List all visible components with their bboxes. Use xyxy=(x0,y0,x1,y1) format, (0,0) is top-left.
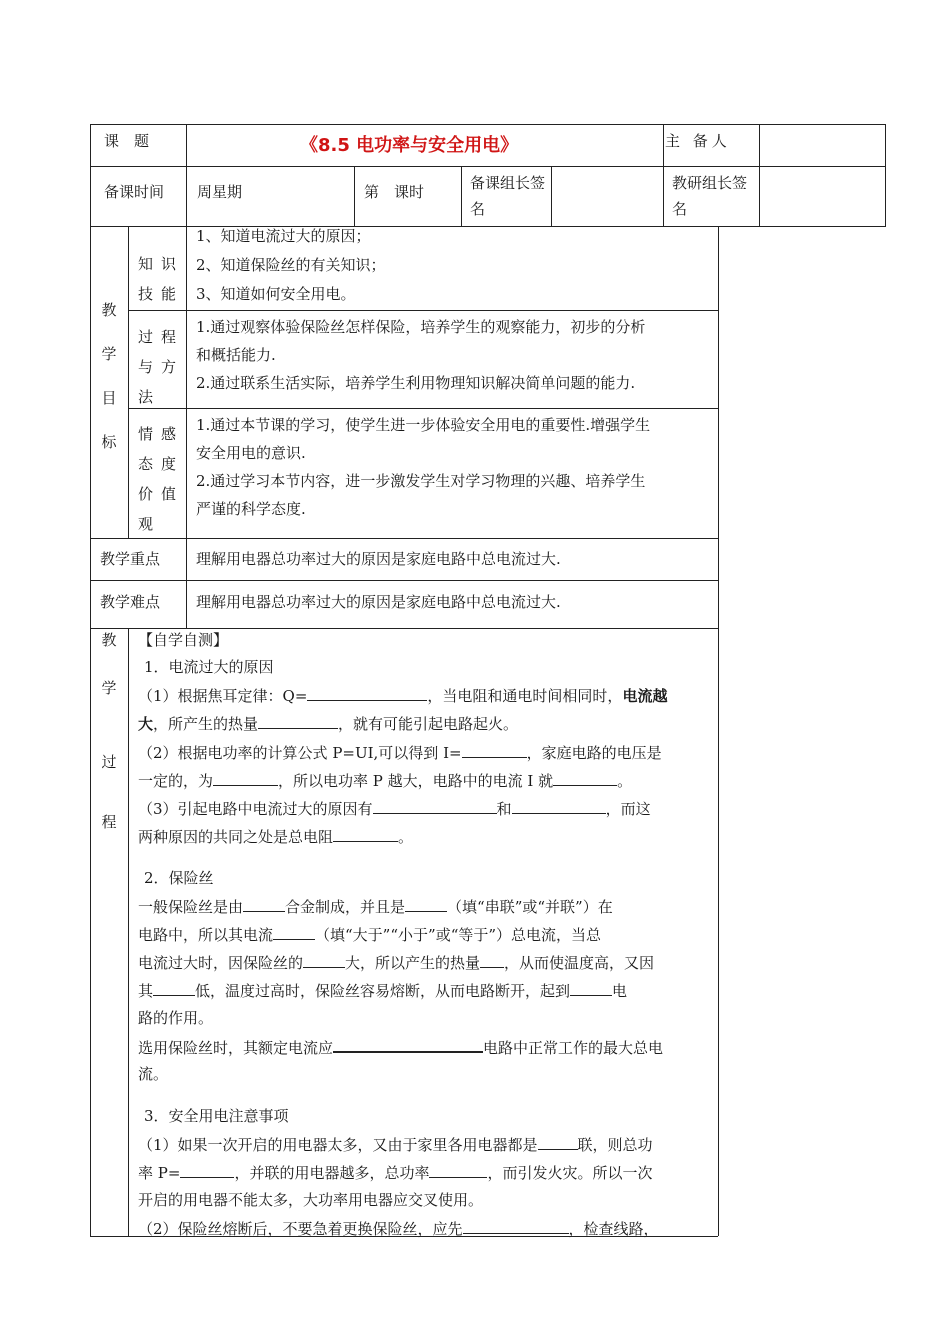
blank-field[interactable] xyxy=(512,798,606,814)
rule-c6 xyxy=(759,124,760,226)
rule-c2 xyxy=(354,166,355,226)
s2-line1 xyxy=(138,896,613,917)
rule-6 xyxy=(90,580,718,581)
research-leader-sign-label: 教研组长签名 xyxy=(672,174,748,218)
section-heading: 【自学自测】 xyxy=(138,631,229,649)
objectives-char: 教 xyxy=(101,301,117,319)
rule-top xyxy=(90,124,886,125)
objectives-char: 学 xyxy=(101,345,117,363)
blank-field[interactable] xyxy=(553,770,617,786)
s3-heading: 3．安全用电注意事项 xyxy=(144,1107,289,1125)
knowledge-label: 知识技能 xyxy=(138,255,185,303)
rule-obj-inner xyxy=(128,226,129,538)
process-char: 过 xyxy=(101,753,117,771)
group-leader-sign-label: 备课组长签名 xyxy=(470,174,546,218)
rule-c5 xyxy=(663,124,664,226)
text: 一般保险丝是由 xyxy=(138,898,244,916)
text: 和 xyxy=(496,800,512,818)
text: 。 xyxy=(398,828,414,846)
text: 。 xyxy=(617,772,633,790)
blank-field[interactable] xyxy=(333,826,398,842)
objective-line: 1、知道电流过大的原因； xyxy=(196,227,371,245)
blank-field[interactable] xyxy=(405,896,447,912)
difficult-point-label: 教学难点 xyxy=(100,593,161,611)
s2-line6 xyxy=(138,1036,663,1058)
key-point-label: 教学重点 xyxy=(100,550,161,568)
text: ，而引发火灾。所以一次 xyxy=(487,1164,653,1182)
blank-field[interactable] xyxy=(153,980,195,996)
blank-field[interactable] xyxy=(273,924,315,940)
blank-field[interactable] xyxy=(373,798,497,814)
s3-line4 xyxy=(138,1218,659,1239)
text: （2）根据电功率的计算公式 P=UI,可以得到 I= xyxy=(138,744,462,762)
text: 合金制成，并且是 xyxy=(285,898,406,916)
objectives-char: 目 xyxy=(101,389,117,407)
s2-line3 xyxy=(138,952,654,973)
prep-time-label: 备课时间 xyxy=(104,183,165,201)
text: 选用保险丝时，其额定电流应 xyxy=(138,1039,334,1057)
objective-line: 1.通过观察体验保险丝怎样保险，培养学生的观察能力，初步的分析 xyxy=(196,318,646,336)
process-char: 程 xyxy=(101,813,117,831)
text: 大，所以产生的热量 xyxy=(345,954,481,972)
text: 一定的，为 xyxy=(138,772,214,790)
rule-right xyxy=(718,226,719,1236)
text: 率 P= xyxy=(138,1164,181,1182)
text: ，并联的用电器越多，总功率 xyxy=(234,1164,430,1182)
s1-line6 xyxy=(138,826,413,847)
text: 电路中正常工作的最大总电 xyxy=(483,1039,664,1057)
blank-field[interactable] xyxy=(333,1036,483,1053)
objective-line: 2.通过学习本节内容，进一步激发学生对学习物理的兴趣、培养学生 xyxy=(196,472,646,490)
s1-heading: 1．电流过大的原因 xyxy=(144,658,274,676)
text: ，当电阻和通电时间相同时， xyxy=(427,687,623,705)
emotion-label: 情感态度价值观 xyxy=(138,425,185,533)
rule-proc xyxy=(128,628,129,1236)
preparer-label: 主 备人 xyxy=(665,132,731,150)
topic-label: 课 题 xyxy=(104,132,150,150)
rule-7 xyxy=(90,628,718,629)
blank-field[interactable] xyxy=(463,1218,569,1234)
s1-line3 xyxy=(138,742,662,763)
text: ，家庭电路的电压是 xyxy=(526,744,662,762)
objectives-char: 标 xyxy=(101,433,117,451)
text: ，所以电功率 P 越大，电路中的电流 I 就 xyxy=(278,772,554,790)
objective-line: 安全用电的意识. xyxy=(196,444,306,462)
blank-field[interactable] xyxy=(538,1134,578,1150)
text: ，所产生的热量 xyxy=(153,715,259,733)
week-label: 周星期 xyxy=(197,183,243,201)
text: 两种原因的共同之处是总电阻 xyxy=(138,828,334,846)
text: 电流过大时，因保险丝的 xyxy=(138,954,304,972)
objective-line: 和概括能力. xyxy=(196,346,276,364)
text: （3）引起电路中电流过大的原因有 xyxy=(138,800,373,818)
rule-right-top xyxy=(885,124,886,226)
rule-c4 xyxy=(551,166,552,226)
s3-line1 xyxy=(138,1134,653,1155)
blank-field[interactable] xyxy=(258,713,338,729)
s3-line3: 开启的用电器不能太多，大功率用电器应交叉使用。 xyxy=(138,1191,484,1209)
objective-line: 1.通过本节课的学习，使学生进一步体验安全用电的重要性.增强学生 xyxy=(196,416,651,434)
text: 电流越 xyxy=(622,687,668,705)
blank-field[interactable] xyxy=(303,952,345,968)
text: （填“大于”“小于”或“等于”）总电流，当总 xyxy=(315,926,602,944)
objective-line: 严谨的科学态度. xyxy=(196,500,306,518)
s2-heading: 2．保险丝 xyxy=(144,869,214,887)
process-char: 学 xyxy=(101,679,117,697)
rule-c3 xyxy=(461,166,462,226)
blank-field[interactable] xyxy=(462,742,527,758)
blank-field[interactable] xyxy=(429,1162,487,1178)
page-title: 《8.5 电功率与安全用电》 xyxy=(300,135,519,156)
rule-4 xyxy=(128,408,718,409)
text: 电 xyxy=(612,982,628,1000)
rule-c1 xyxy=(186,124,187,226)
blank-field[interactable] xyxy=(307,685,427,701)
period-label: 第 课时 xyxy=(364,183,425,201)
text: 电路中，所以其电流 xyxy=(138,926,274,944)
s1-line4 xyxy=(138,770,632,791)
rule-key xyxy=(186,538,187,628)
s2-line2 xyxy=(138,924,601,945)
text: 其 xyxy=(138,982,154,1000)
text: （填“串联”或“并联”）在 xyxy=(447,898,613,916)
s1-line2 xyxy=(138,713,518,734)
objective-line: 3、知道如何安全用电。 xyxy=(196,285,356,303)
text: ，而这 xyxy=(605,800,651,818)
text: （1）根据焦耳定律：Q= xyxy=(138,687,308,705)
blank-field[interactable] xyxy=(180,1162,234,1178)
objective-line: 2、知道保险丝的有关知识； xyxy=(196,256,386,274)
blank-field[interactable] xyxy=(213,770,278,786)
text: （2）保险丝熔断后，不要急着更换保险丝，应先 xyxy=(138,1220,463,1238)
process-char: 教 xyxy=(101,631,117,649)
text: 大 xyxy=(138,715,154,733)
text: 低，温度过高时，保险丝容易熔断，从而电路断开，起到 xyxy=(195,982,571,1000)
s1-line5 xyxy=(138,798,651,819)
rule-3 xyxy=(128,310,718,311)
text: ，从而使温度高，又因 xyxy=(504,954,655,972)
s1-line1 xyxy=(138,685,667,706)
process-method-label: 过程与方法 xyxy=(138,328,185,406)
blank-field[interactable] xyxy=(570,980,612,996)
blank-field[interactable] xyxy=(480,952,504,968)
rule-left xyxy=(90,124,91,1236)
blank-field[interactable] xyxy=(243,896,285,912)
s2-line4 xyxy=(138,980,627,1001)
difficult-point-text: 理解用电器总功率过大的原因是家庭电路中总电流过大. xyxy=(196,593,561,611)
text: （1）如果一次开启的用电器太多，又由于家里各用电器都是 xyxy=(138,1136,538,1154)
text: 联，则总功 xyxy=(577,1136,653,1154)
rule-1 xyxy=(90,166,886,167)
key-point-text: 理解用电器总功率过大的原因是家庭电路中总电流过大. xyxy=(196,550,561,568)
objective-line: 2.通过联系生活实际，培养学生利用物理知识解决简单问题的能力. xyxy=(196,374,636,392)
s2-line7: 流。 xyxy=(138,1065,169,1083)
s3-line2 xyxy=(138,1162,652,1183)
s2-line5: 路的作用。 xyxy=(138,1009,214,1027)
text: ，就有可能引起电路起火。 xyxy=(338,715,519,733)
text: ，检查线路， xyxy=(568,1220,659,1238)
